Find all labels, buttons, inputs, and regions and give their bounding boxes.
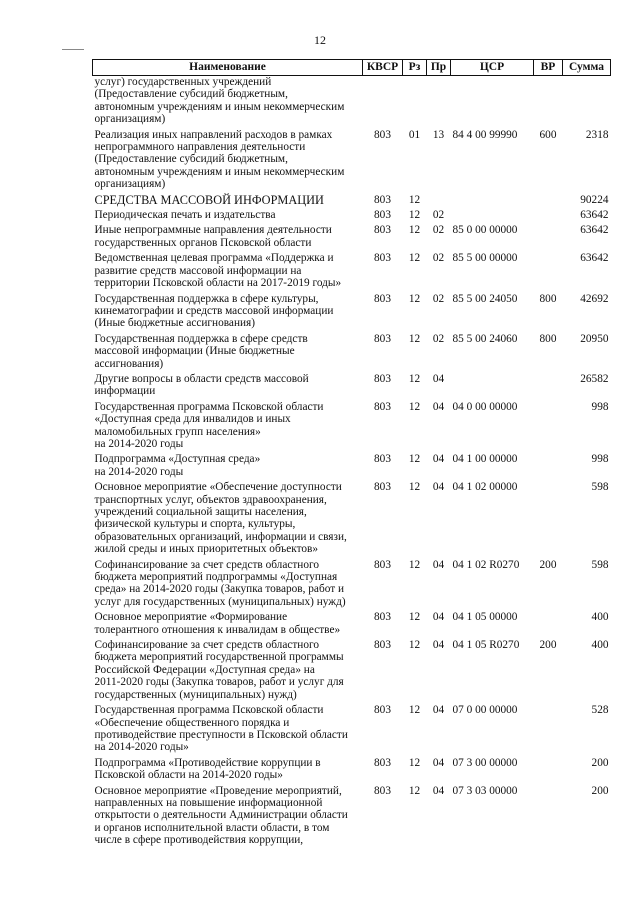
cell-csr: 04 1 05 00000 bbox=[452, 611, 518, 624]
cell-vr bbox=[534, 609, 563, 637]
cell-pr: 02 bbox=[432, 224, 445, 237]
cell-vr bbox=[534, 250, 563, 290]
table-row bbox=[93, 127, 611, 192]
cell-pr: 04 bbox=[432, 372, 445, 385]
cell-kvsr: 803 bbox=[374, 611, 391, 624]
table-row bbox=[93, 557, 611, 610]
cell-csr bbox=[451, 207, 534, 222]
table-row bbox=[93, 609, 611, 637]
cell-rz: 12 bbox=[408, 224, 421, 237]
cell-sum: 998 bbox=[591, 400, 609, 413]
table-row bbox=[93, 371, 611, 399]
cell-sum bbox=[563, 76, 611, 127]
cell-vr bbox=[534, 755, 563, 783]
cell-csr bbox=[451, 76, 534, 127]
cell-csr: 07 0 00 00000 bbox=[452, 704, 518, 717]
cell-kvsr: 803 bbox=[374, 193, 391, 206]
table-row bbox=[93, 250, 611, 290]
cell-pr: 04 bbox=[432, 784, 445, 797]
cell-sum: 598 bbox=[591, 481, 609, 494]
header-csr: ЦСР bbox=[451, 60, 534, 76]
cell-vr bbox=[534, 702, 563, 755]
cell-vr: 600 bbox=[539, 128, 557, 141]
cell-pr: 04 bbox=[432, 704, 445, 717]
cell-kvsr: 803 bbox=[374, 639, 391, 652]
cell-csr: 07 3 00 00000 bbox=[452, 756, 518, 769]
table-body bbox=[93, 76, 611, 848]
cell-rz: 12 bbox=[408, 453, 421, 466]
cell-kvsr: 803 bbox=[374, 252, 391, 265]
cell-sum: 26582 bbox=[580, 372, 609, 385]
cell-csr bbox=[451, 192, 534, 207]
cell-rz: 12 bbox=[408, 704, 421, 717]
cell-csr: 85 0 00 00000 bbox=[452, 224, 518, 237]
cell-name: Периодическая печать и издательства bbox=[94, 209, 276, 222]
cell-rz: 12 bbox=[408, 784, 421, 797]
cell-pr: 04 bbox=[432, 453, 445, 466]
cell-rz bbox=[403, 76, 427, 127]
cell-vr: 800 bbox=[539, 332, 557, 345]
cell-kvsr: 803 bbox=[374, 453, 391, 466]
top-rule bbox=[62, 49, 84, 50]
table-row bbox=[93, 76, 611, 127]
cell-pr: 04 bbox=[432, 611, 445, 624]
cell-rz: 12 bbox=[408, 372, 421, 385]
cell-csr: 07 3 03 00000 bbox=[452, 784, 518, 797]
cell-pr bbox=[427, 192, 451, 207]
cell-rz: 12 bbox=[408, 639, 421, 652]
cell-sum: 598 bbox=[591, 558, 609, 571]
cell-sum: 63642 bbox=[580, 252, 609, 265]
cell-rz: 12 bbox=[408, 756, 421, 769]
cell-csr: 85 5 00 24050 bbox=[452, 292, 518, 305]
cell-rz: 12 bbox=[408, 611, 421, 624]
cell-sum: 63642 bbox=[580, 224, 609, 237]
table-row bbox=[93, 291, 611, 331]
cell-vr bbox=[534, 783, 563, 848]
header-kvsr: КВСР bbox=[363, 60, 403, 76]
cell-rz: 12 bbox=[408, 400, 421, 413]
cell-sum: 63642 bbox=[580, 209, 609, 222]
header-name: Наименование bbox=[93, 60, 363, 76]
cell-rz: 12 bbox=[408, 292, 421, 305]
cell-csr: 84 4 00 99990 bbox=[452, 128, 518, 141]
table-row bbox=[93, 207, 611, 222]
cell-name: Реализация иных направлений расходов в рамках непрограммного направления деятельности (Предоставление субсидий бюджетным, автономным учреждениям и иным некоммерческим организациям) bbox=[94, 128, 345, 191]
cell-rz: 12 bbox=[408, 252, 421, 265]
cell-pr: 04 bbox=[432, 400, 445, 413]
cell-vr bbox=[534, 371, 563, 399]
table-row bbox=[93, 451, 611, 479]
cell-kvsr: 803 bbox=[374, 400, 391, 413]
cell-rz: 12 bbox=[408, 209, 421, 222]
cell-name: Иные непрограммные направления деятельности государственных органов Псковской области bbox=[94, 224, 332, 249]
cell-pr: 04 bbox=[432, 756, 445, 769]
header-row bbox=[93, 60, 611, 76]
cell-vr: 800 bbox=[539, 292, 557, 305]
cell-rz: 12 bbox=[408, 193, 421, 206]
cell-csr: 04 1 02 00000 bbox=[452, 481, 518, 494]
cell-kvsr: 803 bbox=[374, 481, 391, 494]
table-row bbox=[93, 479, 611, 556]
table-row bbox=[93, 222, 611, 250]
cell-kvsr: 803 bbox=[374, 558, 391, 571]
cell-sum: 200 bbox=[591, 784, 609, 797]
cell-pr bbox=[427, 76, 451, 127]
cell-vr bbox=[534, 76, 563, 127]
cell-name: Государственная программа Псковской области «Доступная среда для инвалидов и иных маломобильных групп населения» на 2014-2020 годы bbox=[94, 400, 324, 450]
cell-kvsr: 803 bbox=[374, 756, 391, 769]
cell-name: Государственная поддержка в сфере культуры, кинематографии и средств массовой информации (Иные бюджетные ассигнования) bbox=[94, 292, 334, 330]
cell-name: услуг) государственных учреждений (Предоставление субсидий бюджетным, автономным учреждениям и иным некоммерческим организациям) bbox=[94, 76, 345, 126]
cell-vr bbox=[534, 479, 563, 556]
cell-name: Софинансирование за счет средств областного бюджета мероприятий государственной программы Российской Федерации «Доступная среда» на 2011-2020 годы (Закупка товаров, работ и услуг для государственных (муниципальных) нужд) bbox=[94, 639, 344, 701]
cell-kvsr: 803 bbox=[374, 784, 391, 797]
cell-rz: 12 bbox=[408, 481, 421, 494]
cell-pr: 02 bbox=[432, 332, 445, 345]
cell-name: Ведомственная целевая программа «Поддержка и развитие средств массовой информации на территории Псковской области на 2017-2019 годы» bbox=[94, 252, 342, 290]
header-sum: Сумма bbox=[563, 60, 611, 76]
cell-pr: 04 bbox=[432, 639, 445, 652]
cell-kvsr: 803 bbox=[374, 704, 391, 717]
table-row bbox=[93, 637, 611, 702]
header-rz: Рз bbox=[403, 60, 427, 76]
cell-name: Государственная программа Псковской области «Обеспечение общественного порядка и противодействие преступности в Псковской области на 2014-2020 годы» bbox=[94, 704, 348, 754]
cell-csr: 04 1 00 00000 bbox=[452, 453, 518, 466]
cell-name: Другие вопросы в области средств массовой информации bbox=[94, 372, 309, 398]
cell-pr: 02 bbox=[432, 209, 445, 222]
page-number: 12 bbox=[314, 33, 326, 47]
cell-sum: 528 bbox=[591, 704, 609, 717]
cell-sum: 400 bbox=[591, 611, 609, 624]
cell-rz: 01 bbox=[408, 128, 421, 141]
cell-sum: 90224 bbox=[580, 193, 609, 206]
cell-vr bbox=[534, 207, 563, 222]
cell-kvsr: 803 bbox=[374, 224, 391, 237]
cell-sum: 998 bbox=[591, 453, 609, 466]
cell-name: Софинансирование за счет средств областного бюджета мероприятий подпрограммы «Доступная среда» на 2014-2020 годы (Закупка товаров, работ и услуг для государственных (муниципальных) нужд) bbox=[94, 558, 346, 608]
cell-pr: 04 bbox=[432, 481, 445, 494]
cell-kvsr bbox=[363, 76, 403, 127]
table-row bbox=[93, 783, 611, 848]
cell-pr: 04 bbox=[432, 558, 445, 571]
cell-name: Подпрограмма «Противодействие коррупции в Псковской области на 2014-2020 годы» bbox=[94, 756, 321, 782]
cell-csr: 04 1 05 R0270 bbox=[452, 639, 520, 652]
cell-kvsr: 803 bbox=[374, 292, 391, 305]
cell-vr: 200 bbox=[539, 639, 557, 652]
cell-vr bbox=[534, 399, 563, 452]
cell-csr: 04 0 00 00000 bbox=[452, 400, 518, 413]
cell-csr: 85 5 00 24060 bbox=[452, 332, 518, 345]
header-vr: ВР bbox=[534, 60, 563, 76]
cell-name: Основное мероприятие «Обеспечение доступности транспортных услуг, объектов здравоохранения, учреждений социальной защиты населения, физической культуры и спорта, культуры, образовательных организаций, информации и связи, жилой среды и иных приоритетных объектов» bbox=[94, 481, 347, 556]
cell-vr bbox=[534, 192, 563, 207]
cell-pr: 02 bbox=[432, 252, 445, 265]
cell-name: Основное мероприятие «Формирование толерантного отношения к инвалидам в обществе» bbox=[94, 611, 341, 636]
table-row bbox=[93, 331, 611, 371]
table-row bbox=[93, 755, 611, 783]
cell-name: Подпрограмма «Доступная среда» на 2014-2020 годы bbox=[94, 453, 261, 478]
cell-pr: 02 bbox=[432, 292, 445, 305]
cell-kvsr: 803 bbox=[374, 372, 391, 385]
cell-kvsr: 803 bbox=[374, 128, 391, 141]
cell-kvsr: 803 bbox=[374, 209, 391, 222]
cell-sum: 2318 bbox=[585, 128, 609, 141]
cell-rz: 12 bbox=[408, 558, 421, 571]
cell-sum: 42692 bbox=[580, 292, 609, 305]
cell-csr: 85 5 00 00000 bbox=[452, 252, 518, 265]
cell-rz: 12 bbox=[408, 332, 421, 345]
cell-vr bbox=[534, 222, 563, 250]
cell-csr bbox=[451, 371, 534, 399]
cell-vr bbox=[534, 451, 563, 479]
cell-name: Государственная поддержка в сфере средств массовой информации (Иные бюджетные ассигнования) bbox=[94, 332, 308, 370]
cell-pr: 13 bbox=[432, 128, 445, 141]
cell-name: Основное мероприятие «Проведение мероприятий, направленных на повышение информационной открытости о деятельности Администрации области и органов исполнительной власти области, в том числе в сфере противодействия коррупции, bbox=[94, 784, 348, 847]
budget-table bbox=[92, 59, 611, 848]
cell-sum: 400 bbox=[591, 639, 609, 652]
section-row bbox=[93, 192, 611, 207]
cell-sum: 200 bbox=[591, 756, 609, 769]
cell-vr: 200 bbox=[539, 558, 557, 571]
cell-sum: 20950 bbox=[580, 332, 609, 345]
header-pr: Пр bbox=[427, 60, 451, 76]
table-row bbox=[93, 399, 611, 452]
cell-name: СРЕДСТВА МАССОВОЙ ИНФОРМАЦИИ bbox=[94, 192, 324, 207]
table-row bbox=[93, 702, 611, 755]
cell-kvsr: 803 bbox=[374, 332, 391, 345]
cell-csr: 04 1 02 R0270 bbox=[452, 558, 520, 571]
